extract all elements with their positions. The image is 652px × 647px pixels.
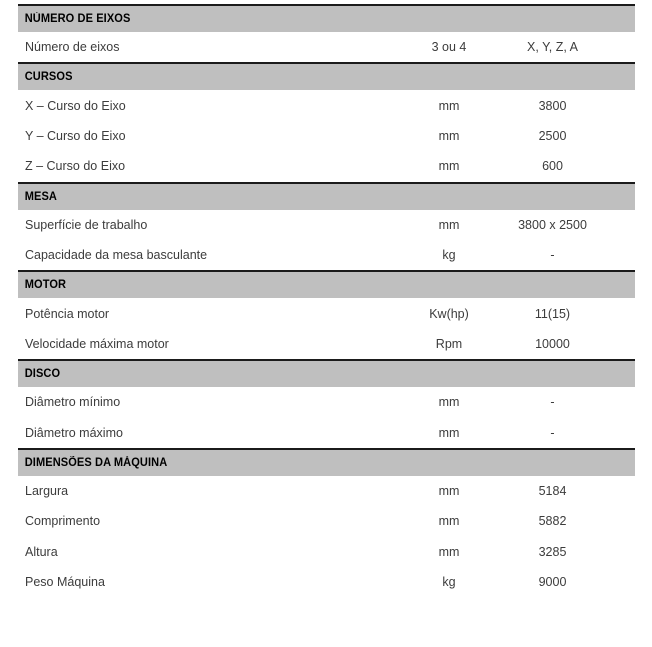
spec-value: 3800 x 2500 bbox=[518, 217, 587, 232]
spec-label: X – Curso do Eixo bbox=[25, 98, 126, 113]
spec-label: Potência motor bbox=[25, 306, 110, 321]
section-rows bbox=[18, 90, 635, 181]
section-title: DISCO bbox=[24, 368, 61, 381]
section-title: DIMENSÕES DA MÁQUINA bbox=[24, 456, 168, 469]
spec-section bbox=[0, 182, 652, 271]
spec-value: 11(15) bbox=[534, 306, 571, 321]
spec-unit: mm bbox=[438, 217, 460, 232]
section-rows bbox=[18, 387, 635, 448]
spec-label: Número de eixos bbox=[25, 40, 120, 55]
spec-unit: mm bbox=[438, 159, 460, 174]
spec-section bbox=[0, 270, 652, 359]
spec-unit: mm bbox=[438, 128, 460, 143]
spec-unit: mm bbox=[438, 484, 460, 499]
table-row bbox=[18, 210, 635, 240]
spec-unit: mm bbox=[438, 544, 460, 559]
spec-value: - bbox=[550, 425, 555, 440]
spec-unit: 3 ou 4 bbox=[431, 40, 467, 55]
table-row bbox=[18, 418, 635, 448]
spec-label: Capacidade da mesa basculante bbox=[25, 248, 208, 263]
section-rows bbox=[18, 476, 635, 598]
spec-unit: mm bbox=[438, 98, 460, 113]
table-row bbox=[18, 90, 635, 120]
spec-section bbox=[0, 448, 652, 598]
section-header bbox=[18, 448, 635, 476]
table-row bbox=[18, 476, 635, 506]
section-title: CURSOS bbox=[24, 71, 73, 84]
spec-value: 10000 bbox=[535, 336, 570, 351]
spec-label: Peso Máquina bbox=[25, 575, 105, 590]
spec-unit: mm bbox=[438, 425, 460, 440]
table-row bbox=[18, 32, 635, 62]
spec-label: Diâmetro máximo bbox=[25, 425, 123, 440]
spec-value: 9000 bbox=[538, 575, 567, 590]
spec-value: 5882 bbox=[538, 514, 567, 529]
spec-label: Y – Curso do Eixo bbox=[25, 128, 126, 143]
section-header bbox=[18, 359, 635, 387]
spec-label: Z – Curso do Eixo bbox=[25, 159, 126, 174]
spec-section bbox=[0, 62, 652, 181]
table-row bbox=[18, 240, 635, 270]
spec-section bbox=[0, 4, 652, 62]
spec-unit: Kw(hp) bbox=[429, 306, 469, 321]
spec-value: X, Y, Z, A bbox=[527, 40, 578, 55]
spec-label: Largura bbox=[25, 484, 69, 499]
spec-label: Superfície de trabalho bbox=[25, 217, 148, 232]
section-rows bbox=[18, 298, 635, 359]
section-title: NÚMERO DE EIXOS bbox=[24, 13, 131, 25]
section-header bbox=[18, 62, 635, 90]
spec-unit: kg bbox=[442, 248, 456, 263]
spec-value: - bbox=[550, 395, 555, 410]
spec-unit: mm bbox=[438, 514, 460, 529]
spec-unit: mm bbox=[438, 395, 460, 410]
spec-section bbox=[0, 359, 652, 448]
spec-label: Altura bbox=[25, 544, 58, 559]
spec-value: 3800 bbox=[538, 98, 567, 113]
spec-unit: kg bbox=[442, 575, 456, 590]
spec-label: Diâmetro mínimo bbox=[25, 395, 121, 410]
section-title: MESA bbox=[24, 190, 58, 203]
spec-value: 600 bbox=[542, 159, 563, 174]
spec-value: 2500 bbox=[538, 128, 567, 143]
table-row bbox=[18, 506, 635, 536]
table-row bbox=[18, 537, 635, 567]
table-row bbox=[18, 387, 635, 417]
section-header bbox=[18, 182, 635, 210]
table-row bbox=[18, 151, 635, 181]
section-title: MOTOR bbox=[24, 279, 67, 292]
spec-value: 5184 bbox=[538, 484, 567, 499]
table-row bbox=[18, 121, 635, 151]
spec-value: - bbox=[550, 248, 555, 263]
spec-value: 3285 bbox=[538, 544, 567, 559]
section-header bbox=[18, 270, 635, 298]
table-row bbox=[18, 329, 635, 359]
section-rows bbox=[18, 210, 635, 271]
spec-label: Comprimento bbox=[25, 514, 101, 529]
table-row bbox=[18, 298, 635, 328]
section-rows bbox=[18, 32, 635, 62]
table-row bbox=[18, 567, 635, 597]
section-header bbox=[18, 4, 635, 32]
spec-label: Velocidade máxima motor bbox=[25, 336, 169, 351]
spec-unit: Rpm bbox=[435, 336, 463, 351]
